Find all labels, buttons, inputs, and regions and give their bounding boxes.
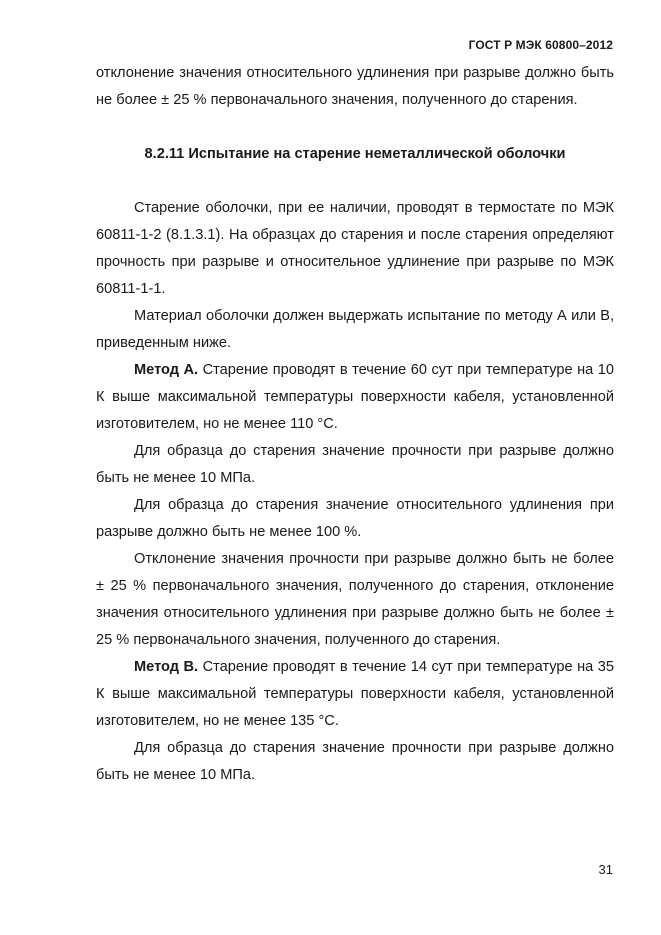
method-b-text: Старение проводят в течение 14 сут при температуре на 35 К выше максимальной температуры поверхности кабеля, установленной изготовителем, но не менее 135 °С. — [96, 659, 615, 729]
paragraph-method-a — [96, 357, 614, 438]
spacer — [96, 114, 614, 141]
document-code-header: ГОСТ Р МЭК 60800–2012 — [468, 38, 613, 52]
method-b-label: Метод В. — [134, 659, 199, 675]
section-heading: 8.2.11 Испытание на старение неметаллической оболочки — [144, 146, 566, 162]
paragraph-aging-procedure: Старение оболочки, при ее наличии, проводят в термостате по МЭК 60811-1-2 (8.1.3.1). На образцах до старения и после старения определяют прочность при разрыве и относительное удлинение при разрыве по МЭК 60811-1-1. — [96, 200, 614, 297]
paragraph-method-choice: Материал оболочки должен выдержать испытание по методу А или В, приведенным ниже. — [96, 308, 614, 351]
paragraph-method-b — [96, 654, 614, 735]
spacer — [96, 168, 614, 195]
method-a-label: Метод А. — [134, 362, 199, 378]
paragraph-elongation-a: Для образца до старения значение относительного удлинения при разрыве должно быть не менее 100 %. — [96, 497, 614, 540]
paragraph-deviation: Отклонение значения прочности при разрыве должно быть не более ± 25 % первоначального значения, полученного до старения, отклонение значения относительного удлинения при разрыве должно быть не более ± 25 % первоначального значения, полученного до старения. — [96, 551, 614, 648]
page-number: 31 — [598, 862, 613, 877]
page-body — [96, 60, 614, 789]
method-a-text: Старение проводят в течение 60 сут при температуре на 10 К выше максимальной температуры поверхности кабеля, установленной изготовителем, но не менее 110 °С. — [96, 362, 615, 432]
paragraph-tensile-strength-b: Для образца до старения значение прочности при разрыве должно быть не менее 10 МПа. — [96, 740, 614, 783]
continued-paragraph: отклонение значения относительного удлинения при разрыве должно быть не более ± 25 % первоначального значения, полученного до старения. — [96, 65, 614, 108]
paragraph-tensile-strength-a: Для образца до старения значение прочности при разрыве должно быть не менее 10 МПа. — [96, 443, 614, 486]
